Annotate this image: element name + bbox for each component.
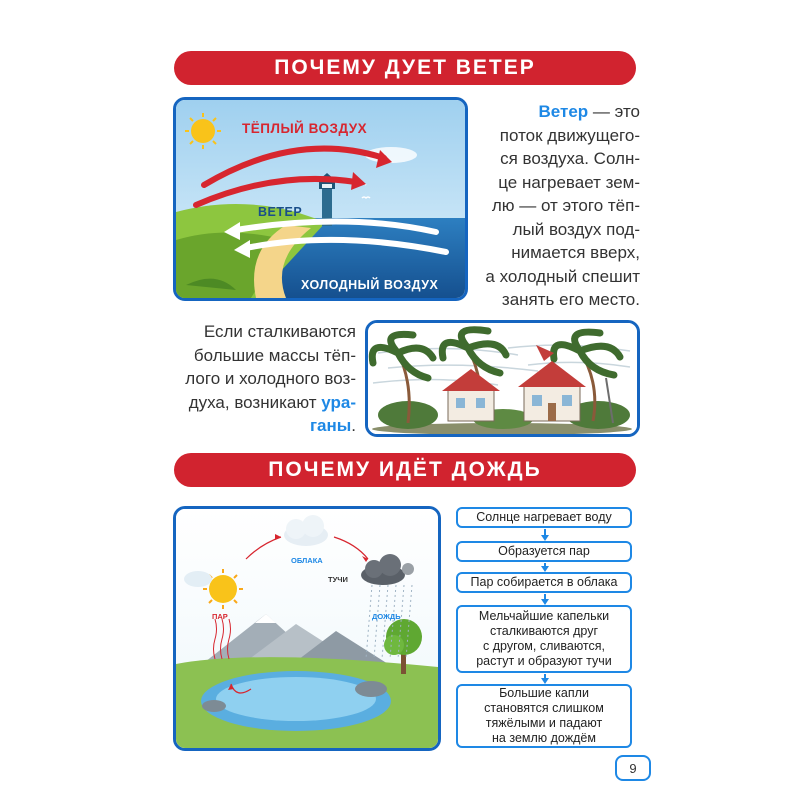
step-text: Образуется пар — [498, 544, 590, 558]
arrow-down-icon — [541, 563, 549, 572]
text-line: поток движущего- — [499, 125, 640, 145]
step-box — [456, 507, 632, 528]
section-title-wind-text: ПОЧЕМУ ДУЕТ ВЕТЕР — [274, 56, 536, 79]
hurricane-illustration — [368, 323, 637, 434]
rain-label: ДОЖДЬ — [372, 612, 401, 621]
section-title-rain-text: ПОЧЕМУ ИДЁТ ДОЖДЬ — [268, 458, 542, 481]
text-line: лого и холодного воз- — [185, 369, 356, 388]
cold-air-label: ХОЛОДНЫЙ ВОЗДУХ — [301, 278, 439, 292]
text-line: це нагревает зем- — [498, 172, 640, 192]
arrow-down-icon — [541, 594, 549, 605]
text-line: ся воздуха. Солн- — [500, 149, 640, 168]
step-text: растут и образуют тучи — [476, 654, 612, 668]
arrow-down-icon — [541, 674, 549, 684]
step-text: Пар собирается в облака — [470, 575, 618, 589]
text-line: нимается вверх, — [511, 243, 640, 262]
step-text: на землю дождём — [492, 731, 596, 745]
step-text: тяжёлыми и падают — [485, 716, 603, 730]
step-box — [456, 541, 632, 562]
storm-clouds-label: ТУЧИ — [328, 575, 348, 584]
text-line: лю — от этого тёп- — [491, 196, 640, 215]
section-title-rain — [174, 453, 636, 487]
page-number — [615, 755, 651, 781]
wind-diagram — [173, 97, 468, 301]
step-text: Солнце нагревает воду — [476, 510, 612, 524]
text-tail: . — [351, 416, 356, 435]
wind-illustration — [176, 100, 465, 298]
step-text: сталкиваются друг — [489, 624, 599, 638]
water-cycle-illustration — [176, 509, 438, 748]
step-text: Мельчайшие капельки — [478, 609, 610, 623]
page-number-text: 9 — [629, 760, 637, 776]
text-line: занять его место. — [501, 290, 640, 309]
wind-label: ВЕТЕР — [258, 205, 303, 219]
highlight-hurricanes-2: ганы — [309, 416, 352, 435]
water-cycle-diagram — [173, 506, 441, 751]
text-line: большие массы тёп- — [193, 345, 356, 365]
highlight-wind: Ветер — [538, 102, 589, 121]
step-box — [456, 605, 632, 673]
wind-definition-text — [480, 100, 640, 312]
text-line: лый воздух под- — [512, 219, 640, 239]
text-line: а холодный спешит — [485, 266, 640, 286]
hurricane-image — [365, 320, 640, 437]
clouds-label: ОБЛАКА — [291, 556, 323, 565]
text-line: Если сталкиваются — [203, 322, 356, 341]
step-text: с другом, сливаются, — [482, 639, 605, 653]
step-text: Большие капли — [499, 686, 589, 700]
step-text: становятся слишком — [484, 701, 604, 715]
steam-label: ПАР — [212, 612, 228, 621]
warm-air-label: ТЁПЛЫЙ ВОЗДУХ — [242, 121, 368, 136]
arrow-down-icon — [541, 529, 549, 541]
text-line: духа, возникают — [188, 392, 317, 412]
hurricane-text — [172, 320, 356, 438]
highlight-hurricanes-1: ура- — [321, 392, 356, 412]
section-title-wind — [174, 51, 636, 85]
step-box — [456, 684, 632, 748]
step-box — [456, 572, 632, 593]
text-line: — это — [592, 102, 640, 121]
